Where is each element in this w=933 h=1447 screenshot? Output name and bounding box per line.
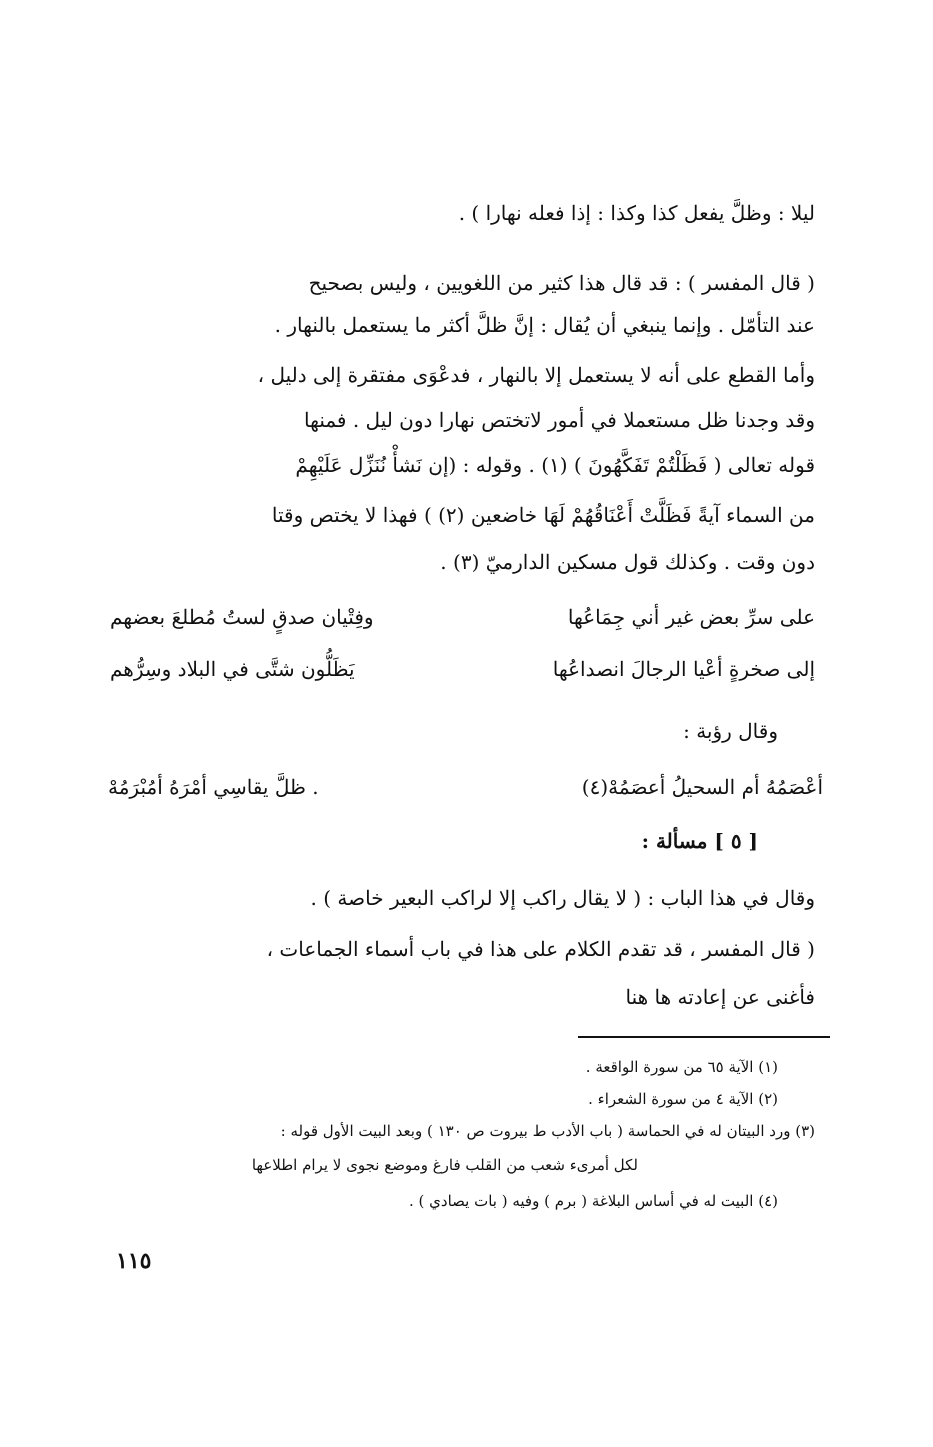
verse-hemistich-left: أعْصَمُهُ أم السحيلُ أعصَمُهْ(٤) xyxy=(581,775,823,799)
body-line: وقد وجدنا ظل مستعملا في أمور لاتختص نهارا دون ليل . فمنها xyxy=(304,408,815,432)
verse-hemistich-right: وفِتْيان صدقٍ لستُ مُطلعَ بعضهم xyxy=(110,605,374,629)
verse-line xyxy=(108,770,823,804)
verse-hemistich-left: على سرِّ بعض غير أني جِمَاعُها xyxy=(567,605,815,629)
verse-intro: وقال رؤبة : xyxy=(683,719,778,743)
body-line: وأما القطع على أنه لا يستعمل إلا بالنهار ، فدعْوَى مفتقرة إلى دليل ، xyxy=(257,363,815,387)
body-line: من السماء آيةً فَظَلَّتْ أَعْنَاقُهُمْ لَهَا خاضعين (٢) ) فهذا لا يختص وقتا xyxy=(271,503,815,527)
body-line: ليلا : وظلَّ يفعل كذا وكذا : إذا فعله نهارا ) . xyxy=(458,201,815,225)
verse-hemistich-right: . ظلَّ يقاسِي أمْرَهُ أمُبْرَمُهْ xyxy=(108,775,319,799)
body-line: عند التأمّل . وإنما ينبغي أن يُقال : إنَّ ظلَّ أكثر ما يستعمل بالنهار . xyxy=(274,313,815,337)
footnote: (٤) البيت له في أساس البلاغة ( برم ) وفيه ( بات يصادي ) . xyxy=(409,1192,778,1210)
section-heading: [ ٥ ] مسألة : xyxy=(641,829,758,853)
body-line: وقال في هذا الباب : ( لا يقال راكب إلا لراكب البعير خاصة ) . xyxy=(310,886,815,910)
verse-hemistich-right: يَظَلُّون شتَّى في البلاد وسِرُّهم xyxy=(110,657,355,681)
page-number: ١١٥ xyxy=(116,1248,152,1274)
body-line: دون وقت . وكذلك قول مسكين الدارميّ (٣) . xyxy=(440,550,815,574)
body-line: ( قال المفسر ) : قد قال هذا كثير من اللغويين ، وليس بصحيح xyxy=(308,271,815,295)
verse-line xyxy=(110,652,815,686)
body-line: ( قال المفسر ، قد تقدم الكلام على هذا في باب أسماء الجماعات ، xyxy=(266,937,815,961)
footnote-verse: لكل أمرىء شعب من القلب فارغ وموضع نجوى لا يرام اطلاعها xyxy=(251,1156,638,1174)
body-line: قوله تعالى ( فَظَلْتُمْ تَفَكَّهُونَ ) (١) . وقوله : (إن نَشأْ نُنَزِّل عَلَيْهِمْ xyxy=(295,453,815,477)
footnote: (١) الآية ٦٥ من سورة الواقعة . xyxy=(585,1058,778,1076)
verse-line xyxy=(110,600,815,634)
body-line: فأغنى عن إعادته ها هنا xyxy=(625,985,815,1009)
footnote-divider xyxy=(578,1036,830,1038)
footnote: (٢) الآية ٤ من سورة الشعراء . xyxy=(588,1090,778,1108)
verse-hemistich-left: إلى صخرةٍ أعْيا الرجالَ انصداعُها xyxy=(552,657,815,681)
footnote: (٣) ورد البيتان له في الحماسة ( باب الأدب ط بيروت ص ١٣٠ ) وبعد البيت الأول قوله : xyxy=(280,1122,815,1140)
